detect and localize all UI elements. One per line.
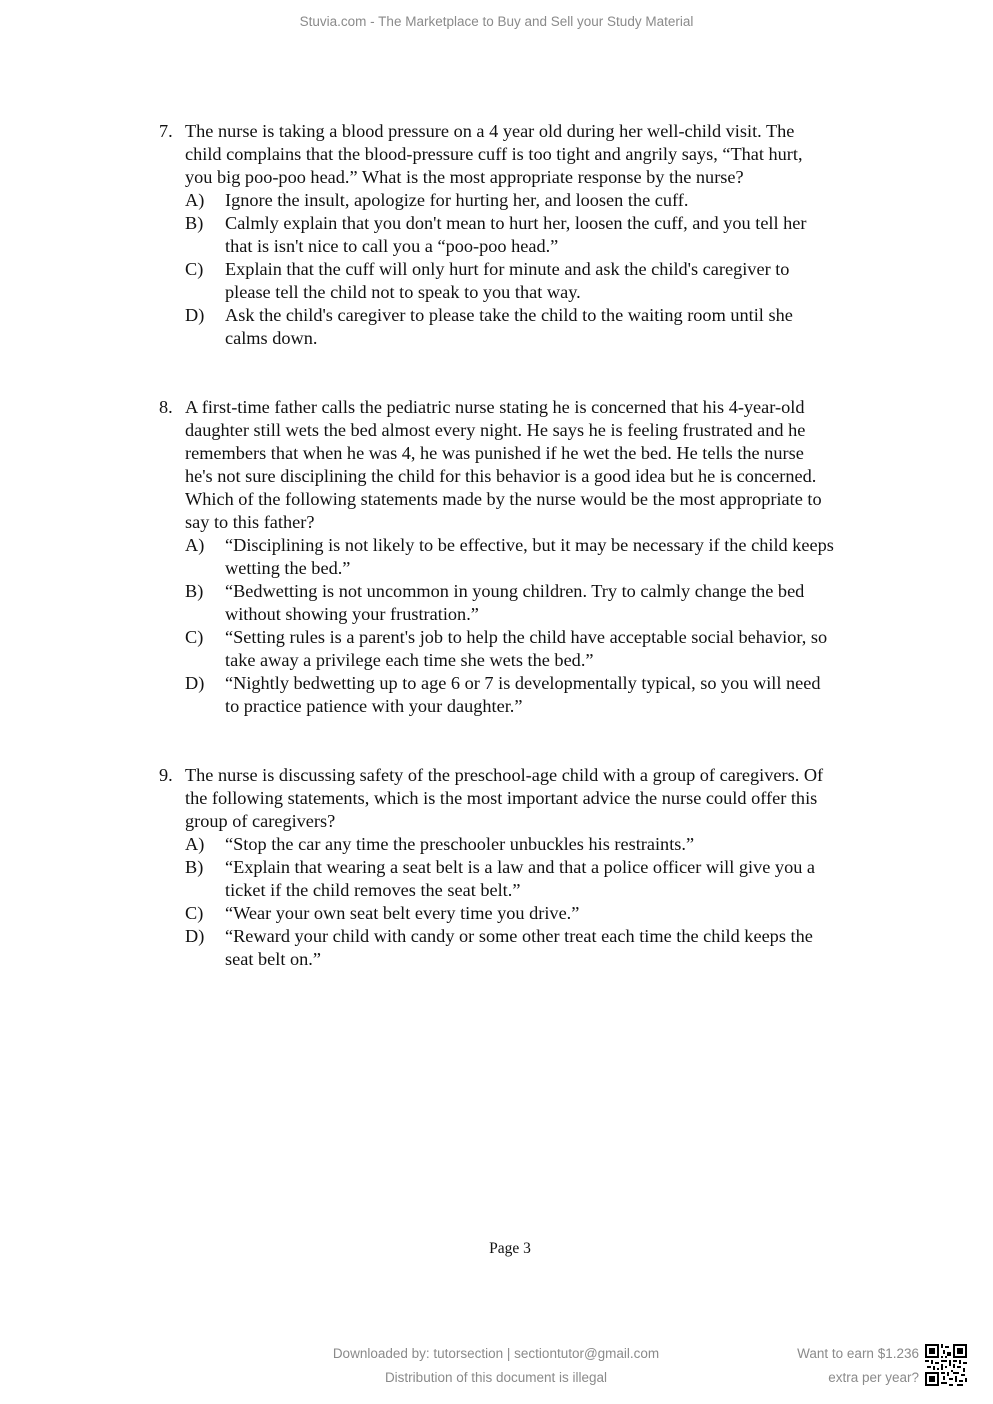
option-line: “Disciplining is not likely to be effective, but it may be necessary if the child keeps [225, 535, 834, 555]
option-d [185, 925, 899, 971]
earn-promo-line2[interactable]: extra per year? [828, 1370, 919, 1385]
option-line: without showing your frustration.” [225, 604, 479, 624]
option-a [185, 534, 899, 580]
option-line: “Setting rules is a parent's job to help the child have acceptable social behavior, so [225, 627, 828, 647]
stem-line: child complains that the blood-pressure cuff is too tight and angrily says, “That hurt, [185, 144, 803, 164]
question-number: 7. [159, 121, 173, 141]
option-letter: B) [185, 581, 204, 601]
option-letter: B) [185, 857, 204, 877]
option-list [185, 833, 899, 971]
option-line: “Reward your child with candy or some other treat each time the child keeps the [225, 926, 813, 946]
page-header: Stuvia.com - The Marketplace to Buy and Sell your Study Material [299, 14, 694, 29]
option-b [185, 212, 899, 258]
page-number: Page 3 [489, 1240, 531, 1257]
stem-line: remembers that when he was 4, he was punished if he wet the bed. He tells the nurse [185, 443, 804, 463]
option-a [185, 833, 899, 856]
option-letter: C) [185, 259, 204, 279]
option-letter: D) [185, 305, 205, 325]
question-8 [159, 396, 899, 718]
option-d [185, 672, 899, 718]
option-b [185, 580, 899, 626]
option-c [185, 626, 899, 672]
stem-line: say to this father? [185, 512, 315, 532]
option-line: to practice patience with your daughter.” [225, 696, 523, 716]
option-line: “Wear your own seat belt every time you drive.” [225, 903, 580, 923]
option-list [185, 189, 899, 350]
question-stem [185, 764, 899, 833]
option-line: “Bedwetting is not uncommon in young children. Try to calmly change the bed [225, 581, 805, 601]
downloaded-by-text: Downloaded by: tutorsection | sectiontutor@gmail.com [332, 1346, 660, 1361]
stem-line: the following statements, which is the most important advice the nurse could offer this [185, 788, 818, 808]
option-letter: A) [185, 190, 205, 210]
question-9 [159, 764, 899, 971]
question-list [159, 120, 899, 969]
option-letter: C) [185, 627, 204, 647]
stem-line: he's not sure disciplining the child for this behavior is a good idea but he is concerned. [185, 466, 817, 486]
option-b [185, 856, 899, 902]
option-letter: D) [185, 926, 205, 946]
stem-line: group of caregivers? [185, 811, 336, 831]
stem-line: Which of the following statements made by the nurse would be the most appropriate to [185, 489, 822, 509]
option-line: seat belt on.” [225, 949, 321, 969]
question-7 [159, 120, 899, 350]
question-number: 9. [159, 765, 173, 785]
option-line: ticket if the child removes the seat belt.” [225, 880, 521, 900]
earn-promo-line1[interactable]: Want to earn $1.236 [797, 1346, 919, 1361]
option-c [185, 258, 899, 304]
option-letter: A) [185, 834, 205, 854]
option-c [185, 902, 899, 925]
option-line: Ignore the insult, apologize for hurting her, and loosen the cuff. [225, 190, 689, 210]
distribution-notice: Distribution of this document is illegal [384, 1370, 608, 1385]
option-d [185, 304, 899, 350]
option-list [185, 534, 899, 718]
option-line: “Stop the car any time the preschooler unbuckles his restraints.” [225, 834, 695, 854]
option-line: Explain that the cuff will only hurt for minute and ask the child's caregiver to [225, 259, 790, 279]
option-letter: C) [185, 903, 204, 923]
option-line: please tell the child not to speak to you that way. [225, 282, 581, 302]
option-line: take away a privilege each time she wets the bed.” [225, 650, 594, 670]
option-letter: A) [185, 535, 205, 555]
option-line: calms down. [225, 328, 318, 348]
stem-line: you big poo-poo head.” What is the most appropriate response by the nurse? [185, 167, 744, 187]
option-line: Ask the child's caregiver to please take the child to the waiting room until she [225, 305, 793, 325]
qr-code-icon[interactable] [925, 1344, 967, 1386]
stem-line: A first-time father calls the pediatric nurse stating he is concerned that his 4-year-old [185, 397, 805, 417]
option-a [185, 189, 899, 212]
option-line: wetting the bed.” [225, 558, 351, 578]
option-letter: B) [185, 213, 204, 233]
option-line: “Nightly bedwetting up to age 6 or 7 is developmentally typical, so you will need [225, 673, 821, 693]
question-stem [185, 120, 899, 189]
option-line: “Explain that wearing a seat belt is a law and that a police officer will give you a [225, 857, 816, 877]
option-letter: D) [185, 673, 205, 693]
stem-line: The nurse is taking a blood pressure on a 4 year old during her well-child visit. The [185, 121, 795, 141]
question-stem [185, 396, 899, 534]
option-line: Calmly explain that you don't mean to hurt her, loosen the cuff, and you tell her [225, 213, 807, 233]
stem-line: The nurse is discussing safety of the preschool-age child with a group of caregivers. Of [185, 765, 824, 785]
stem-line: daughter still wets the bed almost every night. He says he is feeling frustrated and he [185, 420, 806, 440]
question-number: 8. [159, 397, 173, 417]
option-line: that is isn't nice to call you a “poo-poo head.” [225, 236, 559, 256]
